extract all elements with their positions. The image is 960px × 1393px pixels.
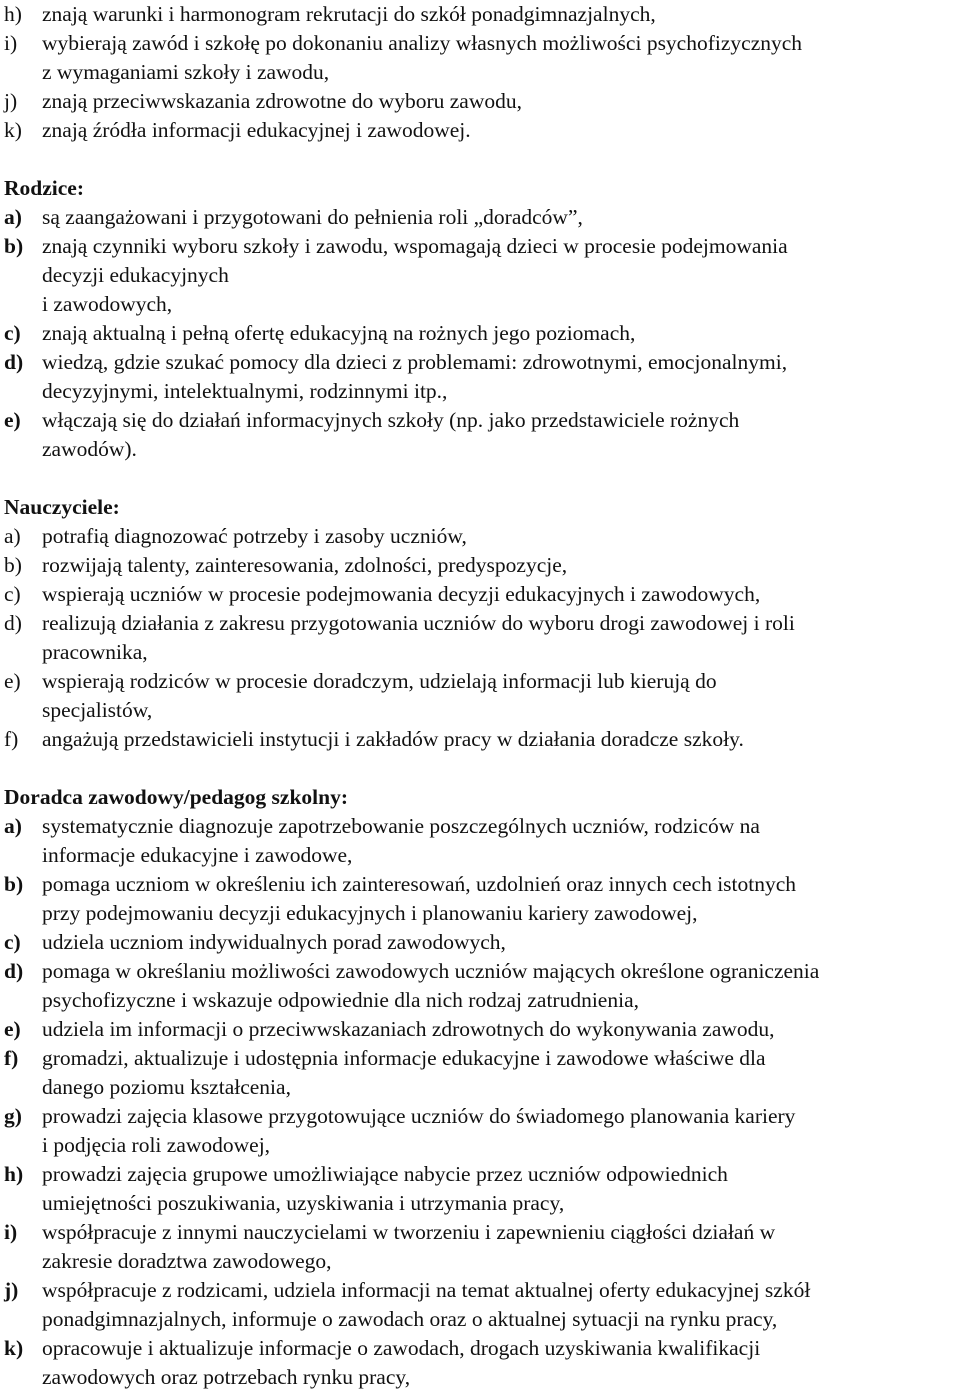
list-item	[4, 406, 956, 464]
list-item-marker: e)	[4, 1017, 21, 1041]
list-item-text: współpracuje z innymi nauczycielami w tworzeniu i zapewnieniu ciągłości działań w zakresie doradztwa zawodowego,	[42, 1220, 776, 1273]
list-item-marker: c)	[4, 930, 21, 954]
list-item-marker: g)	[4, 1104, 22, 1128]
list-item-text: pomaga uczniom w określeniu ich zainteresowań, uzdolnień oraz innych cech istotnych przy podejmowaniu decyzji edukacyjnych i planowaniu kariery zawodowej,	[42, 872, 797, 925]
list-item-marker: f)	[4, 1046, 19, 1070]
list-item-marker: c)	[4, 582, 21, 606]
section-1	[4, 0, 956, 145]
list-item-marker: i)	[4, 31, 18, 55]
list-item	[4, 870, 956, 928]
list-item-text: wspierają uczniów w procesie podejmowania decyzji edukacyjnych i zawodowych,	[42, 582, 761, 606]
list-item-text: udziela im informacji o przeciwwskazaniach zdrowotnych do wykonywania zawodu,	[42, 1017, 775, 1041]
list-item	[4, 1044, 956, 1102]
list-item-marker: d)	[4, 611, 22, 635]
list-item	[4, 29, 956, 87]
list-item-marker: j)	[4, 1278, 19, 1302]
list-item-marker: d)	[4, 959, 24, 983]
list-item-text: potrafią diagnozować potrzeby i zasoby uczniów,	[42, 524, 467, 548]
list-item	[4, 522, 956, 551]
list-item	[4, 551, 956, 580]
section-4	[4, 783, 956, 1392]
list-item	[4, 1334, 956, 1392]
list-item-text: wybierają zawód i szkołę po dokonaniu analizy własnych możliwości psychofizycznych z wymaganiami szkoły i zawodu,	[42, 31, 803, 84]
item-list	[4, 203, 956, 464]
list-item	[4, 928, 956, 957]
list-item-text: wiedzą, gdzie szukać pomocy dla dzieci z problemami: zdrowotnymi, emocjonalnymi, decyzyjnymi, intelektualnymi, rodzinnymi itp.,	[42, 350, 788, 403]
section-heading: Rodzice:	[4, 176, 84, 200]
list-item-text: znają warunki i harmonogram rekrutacji do szkół ponadgimnazjalnych,	[42, 2, 656, 26]
list-item-marker: k)	[4, 1336, 24, 1360]
list-item-text: znają przeciwwskazania zdrowotne do wyboru zawodu,	[42, 89, 522, 113]
list-item	[4, 1276, 956, 1334]
list-item-marker: a)	[4, 814, 22, 838]
section-heading: Doradca zawodowy/pedagog szkolny:	[4, 785, 349, 809]
list-item-text: współpracuje z rodzicami, udziela informacji na temat aktualnej oferty edukacyjnej szkół ponadgimnazjalnych, informuje o zawodach oraz o aktualnej sytuacji na rynku pracy,	[42, 1278, 811, 1331]
list-item	[4, 812, 956, 870]
list-item-marker: a)	[4, 205, 22, 229]
list-item-marker: d)	[4, 350, 24, 374]
list-item-text: pomaga w określaniu możliwości zawodowych uczniów mających określone ograniczenia psychofizyczne i wskazuje odpowiednie dla nich rodzaj zatrudnienia,	[42, 959, 820, 1012]
section-heading: Nauczyciele:	[4, 495, 120, 519]
list-item-marker: c)	[4, 321, 21, 345]
list-item	[4, 203, 956, 232]
list-item	[4, 1160, 956, 1218]
section-2	[4, 174, 956, 464]
list-item-marker: h)	[4, 1162, 24, 1186]
list-item	[4, 725, 956, 754]
list-item-text: prowadzi zajęcia grupowe umożliwiające nabycie przez uczniów odpowiednich umiejętności poszukiwania, uzyskiwania i utrzymania pracy,	[42, 1162, 728, 1215]
list-item-text: systematycznie diagnozuje zapotrzebowanie poszczególnych uczniów, rodziców na informacje edukacyjne i zawodowe,	[42, 814, 760, 867]
list-item	[4, 667, 956, 725]
list-item-text: wspierają rodziców w procesie doradczym, udzielają informacji lub kierują do specjalistów,	[42, 669, 717, 722]
list-item	[4, 0, 956, 29]
list-item	[4, 1015, 956, 1044]
list-item-text: prowadzi zajęcia klasowe przygotowujące uczniów do świadomego planowania kariery i podjęcia roli zawodowej,	[42, 1104, 796, 1157]
list-item-marker: k)	[4, 118, 22, 142]
list-item-text: gromadzi, aktualizuje i udostępnia informacje edukacyjne i zawodowe właściwe dla danego poziomu kształcenia,	[42, 1046, 766, 1099]
list-item-marker: b)	[4, 553, 22, 577]
list-item-marker: b)	[4, 234, 24, 258]
list-item-text: rozwijają talenty, zainteresowania, zdolności, predyspozycje,	[42, 553, 568, 577]
list-item-marker: j)	[4, 89, 18, 113]
list-item	[4, 232, 956, 319]
list-item-marker: a)	[4, 524, 21, 548]
list-item	[4, 609, 956, 667]
item-list	[4, 522, 956, 754]
item-list	[4, 812, 956, 1392]
section-3	[4, 493, 956, 754]
list-item-text: opracowuje i aktualizuje informacje o zawodach, drogach uzyskiwania kwalifikacji zawodowych oraz potrzebach rynku pracy,	[42, 1336, 761, 1389]
list-item	[4, 319, 956, 348]
item-list	[4, 0, 956, 145]
list-item-text: znają czynniki wyboru szkoły i zawodu, wspomagają dzieci w procesie podejmowania decyzji edukacyjnych i zawodowych,	[42, 234, 788, 316]
list-item-marker: b)	[4, 872, 24, 896]
list-item-text: znają aktualną i pełną ofertę edukacyjną na rożnych jego poziomach,	[42, 321, 636, 345]
list-item	[4, 348, 956, 406]
list-item-marker: f)	[4, 727, 19, 751]
list-item	[4, 580, 956, 609]
list-item-text: włączają się do działań informacyjnych szkoły (np. jako przedstawiciele rożnych zawodów).	[42, 408, 740, 461]
list-item	[4, 1218, 956, 1276]
list-item-text: angażują przedstawicieli instytucji i zakładów pracy w działania doradcze szkoły.	[42, 727, 744, 751]
list-item	[4, 1102, 956, 1160]
list-item-text: realizują działania z zakresu przygotowania uczniów do wyboru drogi zawodowej i roli pracownika,	[42, 611, 795, 664]
list-item-marker: h)	[4, 2, 22, 26]
list-item-marker: e)	[4, 669, 21, 693]
list-item-marker: e)	[4, 408, 21, 432]
list-item-text: udziela uczniom indywidualnych porad zawodowych,	[42, 930, 506, 954]
list-item	[4, 116, 956, 145]
list-item-marker: i)	[4, 1220, 18, 1244]
list-item	[4, 87, 956, 116]
list-item	[4, 957, 956, 1015]
list-item-text: są zaangażowani i przygotowani do pełnienia roli „doradców”,	[42, 205, 583, 229]
list-item-text: znają źródła informacji edukacyjnej i zawodowej.	[42, 118, 471, 142]
